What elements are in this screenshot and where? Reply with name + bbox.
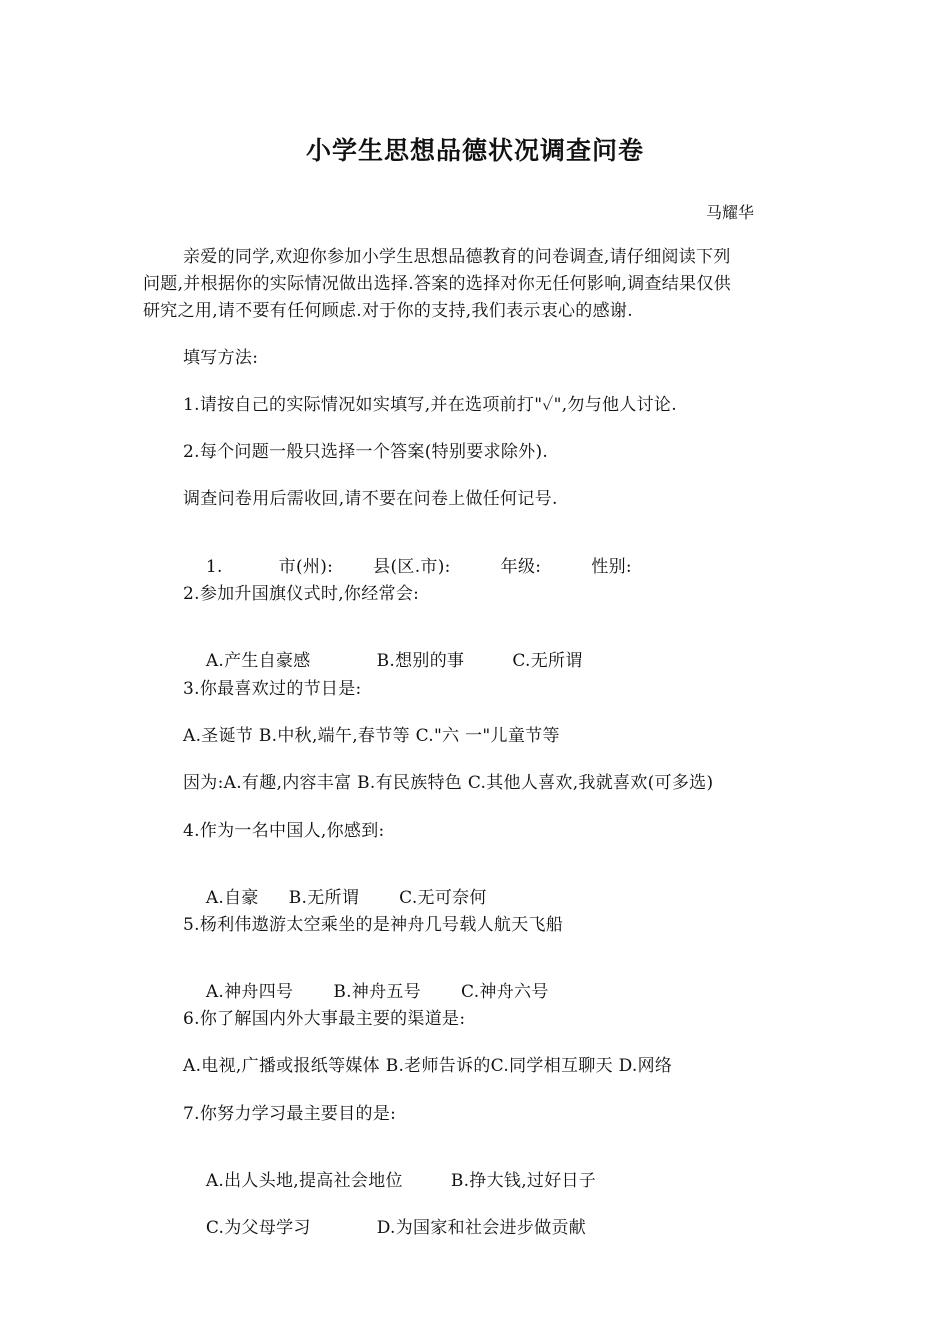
city-field-label: 市(州): [278,557,334,577]
question-3-reason: 因为:A.有趣,内容丰富 B.有民族特色 C.其他人喜欢,我就喜欢(可多选) [183,773,714,793]
question-3-text: 3.你最喜欢过的节日是: [183,679,362,699]
intro-paragraph [143,244,813,325]
question-number: 1. [205,557,223,577]
option-a: A.自豪 [205,888,259,908]
option-c: C.无所谓 [512,651,583,671]
intro-line: 问题,并根据你的实际情况做出选择.答案的选择对你无任何影响,调查结果仅供 [143,274,732,294]
question-7-text: 7.你努力学习最主要目的是: [183,1104,397,1124]
author-name: 马耀华 [706,203,755,222]
option-b: B.挣大钱,过好日子 [450,1171,597,1191]
option-c: C.神舟六号 [461,982,549,1002]
question-6-text: 6.你了解国内外大事最主要的渠道是: [183,1009,466,1029]
option-b: B.神舟五号 [333,982,422,1002]
instruction-note: 调查问卷用后需收回,请不要在问卷上做任何记号. [183,489,558,509]
instructions-heading: 填写方法: [183,348,259,368]
option-d: D.为国家和社会进步做贡献 [376,1218,587,1238]
instruction-item-2: 2.每个问题一般只选择一个答案(特别要求除外). [183,442,549,462]
question-3-options: A.圣诞节 B.中秋,端午,春节等 C."六 一"儿童节等 [183,726,560,746]
question-6-options: A.电视,广播或报纸等媒体 B.老师告诉的C.同学相互聊天 D.网络 [183,1056,673,1076]
question-7-options-row2 [183,1193,586,1258]
option-b: B.想别的事 [376,651,465,671]
option-c: C.为父母学习 [205,1218,311,1238]
question-2-text: 2.参加升国旗仪式时,你经常会: [183,584,420,604]
option-a: A.神舟四号 [205,982,294,1002]
option-a: A.产生自豪感 [205,651,311,671]
page-title: 小学生思想品德状况调查问卷 [305,136,644,165]
intro-line: 研究之用,请不要有任何顾虑.对于你的支持,我们表示衷心的感谢. [143,301,633,321]
option-a: A.出人头地,提高社会地位 [205,1171,403,1191]
option-b: B.无所谓 [288,888,360,908]
question-5-text: 5.杨利伟遨游太空乘坐的是神舟几号载人航天飞船 [183,915,564,935]
grade-field-label: 年级: [500,557,542,577]
instruction-item-1: 1.请按自己的实际情况如实填写,并在选项前打"✓",勿与他人讨论. [183,395,677,415]
option-c: C.无可奈何 [399,888,487,908]
question-4-text: 4.作为一名中国人,你感到: [183,821,385,841]
intro-line: 亲爱的同学,欢迎你参加小学生思想品德教育的问卷调查,请仔细阅读下列 [183,247,731,267]
county-field-label: 县(区.市): [373,557,451,577]
gender-field-label: 性别: [591,557,632,577]
